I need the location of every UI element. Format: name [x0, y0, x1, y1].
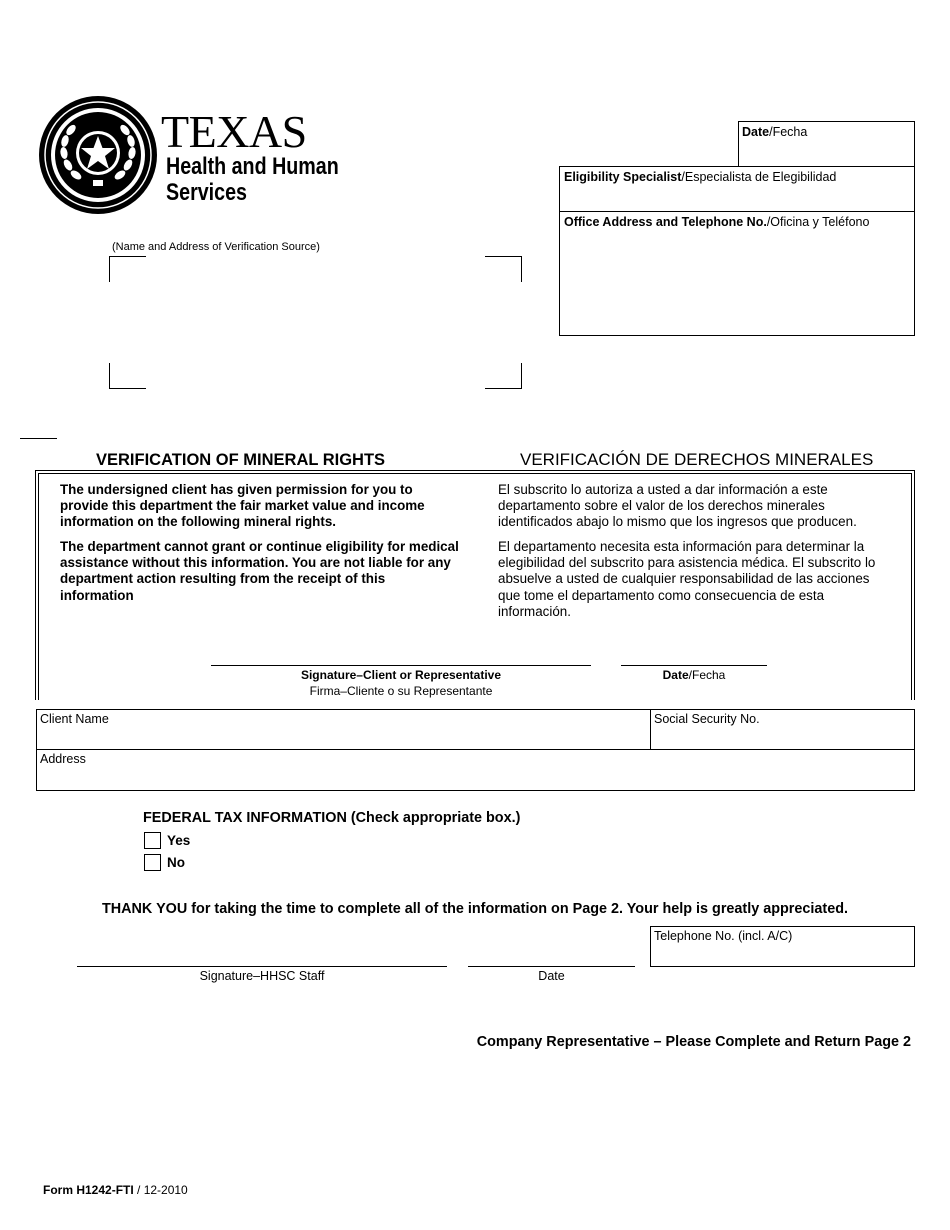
- client-date-line[interactable]: [621, 665, 767, 666]
- title-english: VERIFICATION OF MINERAL RIGHTS: [96, 451, 386, 469]
- telephone-label: Telephone No. (incl. A/C): [654, 929, 793, 943]
- verification-source-address-area[interactable]: [110, 257, 521, 388]
- federal-tax-no-checkbox[interactable]: [144, 854, 161, 871]
- office-address-field[interactable]: [560, 232, 914, 335]
- form-number: Form H1242-FTI / 12-2010: [43, 1183, 188, 1197]
- address-label: Address: [40, 752, 86, 766]
- thank-you-message: THANK YOU for taking the time to complete all of the information on Page 2. Your help is greatly appreciated.: [101, 901, 849, 917]
- table-row-divider: [36, 749, 915, 750]
- logo-subtitle-line1: Health and Human: [166, 153, 339, 180]
- client-signature-line[interactable]: [211, 665, 591, 666]
- ssn-label: Social Security No.: [654, 712, 760, 726]
- client-signature-label: Signature–Client or Representative: [300, 668, 502, 682]
- federal-tax-no-label: No: [167, 855, 185, 870]
- client-name-field[interactable]: [37, 728, 649, 748]
- federal-tax-yes-checkbox[interactable]: [144, 832, 161, 849]
- client-signature-label-es: Firma–Cliente o su Representante: [309, 684, 493, 698]
- date-field-label: Date/Fecha: [742, 125, 808, 139]
- address-field[interactable]: [37, 768, 914, 790]
- staff-signature-line[interactable]: [77, 966, 447, 967]
- federal-tax-yes-label: Yes: [167, 833, 191, 848]
- staff-date-label: Date: [538, 969, 565, 983]
- office-address-label: Office Address and Telephone No./Oficina y Teléfono: [564, 215, 870, 229]
- consent-en-paragraph-1: The undersigned client has given permission for you to provide this department the fair market value and income information on the following mineral rights.: [60, 482, 425, 530]
- fold-mark: [20, 438, 57, 439]
- logo-subtitle-line2: Services: [166, 179, 247, 206]
- eligibility-specialist-field[interactable]: [560, 186, 914, 210]
- federal-tax-heading: FEDERAL TAX INFORMATION (Check appropriate box.): [143, 810, 521, 826]
- client-name-label: Client Name: [40, 712, 109, 726]
- verification-source-label: (Name and Address of Verification Source): [112, 241, 320, 253]
- eligibility-specialist-label: Eligibility Specialist/Especialista de Elegibilidad: [564, 170, 837, 184]
- title-spanish: VERIFICACIÓN DE DERECHOS MINERALES: [520, 450, 874, 469]
- staff-date-line[interactable]: [468, 966, 635, 967]
- consent-en-paragraph-2: The department cannot grant or continue eligibility for medical assistance without this information. You are not liable for any department action resulting from the receipt of this information: [60, 539, 459, 603]
- date-field[interactable]: [739, 140, 914, 165]
- consent-es-paragraph-2: El departamento necesita esta información para determinar la elegibilidad del subscrito para asistencia médica. El subscrito lo absuelve a usted de cualquier responsabilidad de las acciones que tome el departamento como consecuencia de esta información.: [498, 539, 876, 619]
- logo-title: TEXAS: [161, 106, 307, 157]
- texas-star-seal-icon: [38, 95, 158, 215]
- client-date-label: Date/Fecha: [662, 668, 726, 682]
- consent-es-paragraph-1: El subscrito lo autoriza a usted a dar información a este departamento sobre el valor de los derechos minerales identificados abajo lo mismo que los ingresos que producen.: [498, 482, 857, 530]
- company-rep-instruction: Company Representative – Please Complete and Return Page 2: [476, 1034, 911, 1050]
- ssn-field[interactable]: [651, 728, 914, 748]
- staff-signature-label: Signature–HHSC Staff: [199, 969, 325, 983]
